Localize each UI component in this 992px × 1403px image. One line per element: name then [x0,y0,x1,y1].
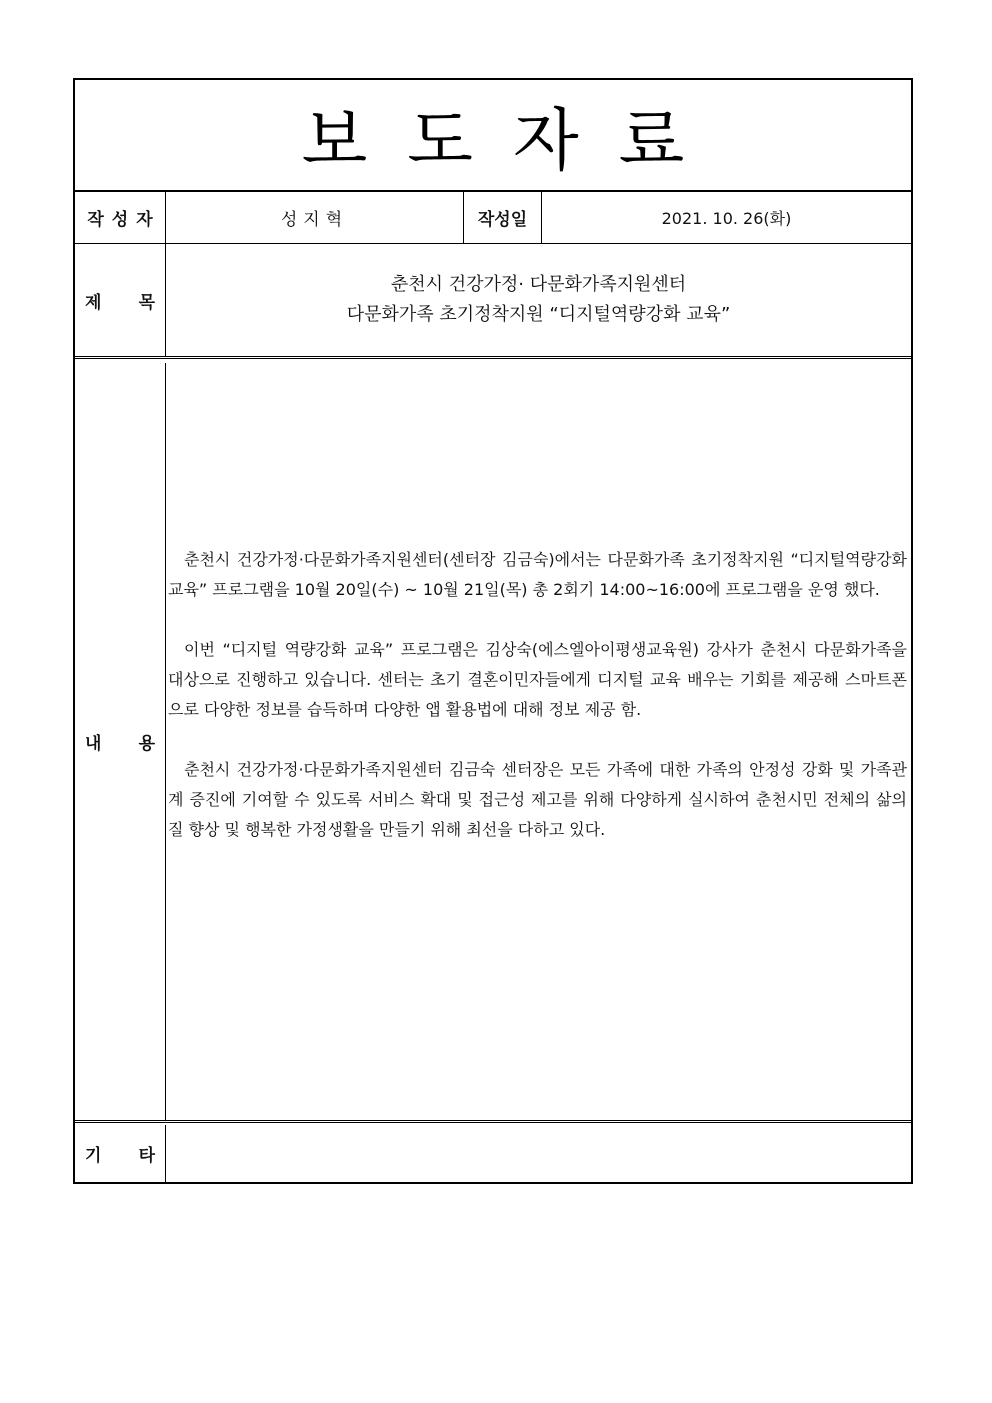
subject-row [75,244,911,359]
etc-label [75,1125,166,1182]
date-value: 2021. 10. 26(화) [661,209,792,228]
content-row [75,363,911,1123]
title-row [75,80,911,192]
subject-label-char-1: 제 [85,292,102,313]
document-title: 보도자료 [301,101,725,181]
etc-value [166,1125,911,1182]
subject-label [75,244,166,356]
content-body [166,363,911,1120]
date-label: 작성일 [464,192,542,243]
content-paragraph-3: 춘천시 건강가정·다문화가족지원센터 김금숙 센터장은 모든 가족에 대한 가족의 안정성 강화 및 가족관계 증진에 기여할 수 있도록 서비스 확대 및 접근성 제고를 위해 다양하게 실시하여 춘천시민 전체의 삶의 질 향상 및 행복한 가정생활을 만들기 위해 최선을 다하고 있다. [168,760,907,839]
writer-value: 성지혁 [166,192,464,243]
press-release-form [73,78,913,1184]
subject-line-1: 춘천시 건강가정· 다문화가족지원센터 [390,274,687,295]
content-paragraph-2: 이번 “디지털 역량강화 교육” 프로그램은 김상숙(에스엘아이평생교육원) 강사가 춘천시 다문화가족을 대상으로 진행하고 있습니다. 센터는 초기 결혼이민자들에게 디지털 교육 배우는 기회를 제공해 스마트폰으로 다양한 정보를 습득하며 다양한 앱 활용법에 대해 정보 제공 함. [168,640,907,719]
etc-label-char-2: 타 [138,1146,155,1166]
subject-value [166,244,911,356]
content-label-char-2: 용 [138,734,155,754]
content-label-char-1: 내 [85,734,102,754]
subject-line-2: 다문화가족 초기정착지원 “디지털역량강화 교육” [346,304,731,325]
etc-row [75,1125,911,1182]
writer-label: 작성자 [75,192,166,243]
subject-label-char-2: 목 [138,292,155,313]
content-paragraph-1: 춘천시 건강가정·다문화가족지원센터(센터장 김금숙)에서는 다문화가족 초기정착지원 “디지털역량강화 교육” 프로그램을 10월 20일(수) ~ 10월 21일(목) 총 2회기 14:00~16:00에 프로그램을 운영 했다. [168,550,907,599]
meta-row [75,192,911,244]
content-label [75,363,166,1120]
etc-label-char-1: 기 [85,1146,102,1166]
